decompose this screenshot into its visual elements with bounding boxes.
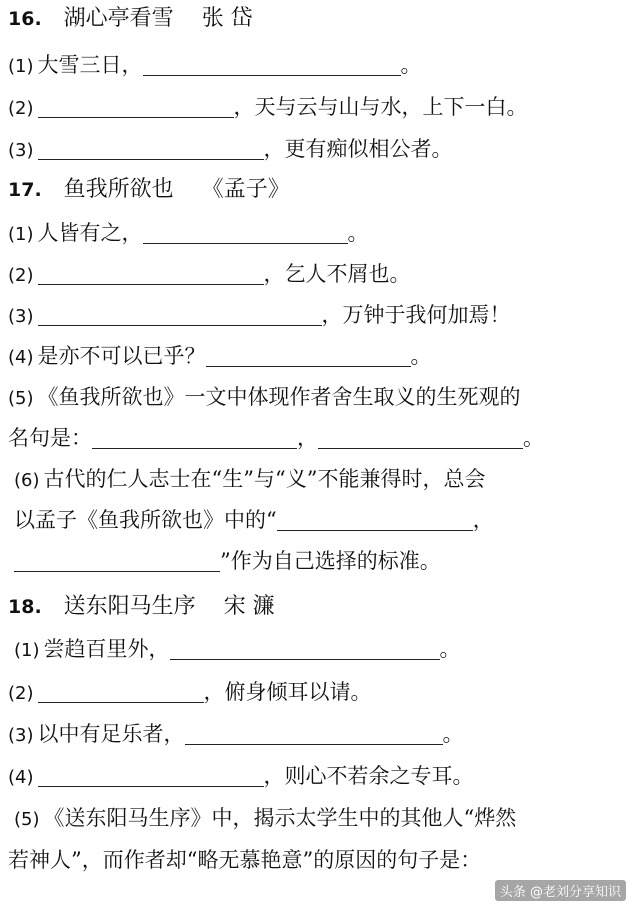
answer-blank[interactable] — [38, 303, 322, 326]
question-text: ，乞人不屑也。 — [263, 262, 411, 286]
question-label: (3) — [8, 306, 34, 327]
question-text: 。 — [442, 722, 464, 746]
question-text: 。 — [439, 637, 461, 661]
section-number: 16. — [8, 8, 42, 30]
answer-blank[interactable] — [38, 137, 264, 160]
question-text: ，万钟于我何加焉！ — [321, 303, 511, 327]
question-label: (4) — [8, 767, 34, 788]
section-author: 《孟子》 — [201, 177, 290, 202]
section-author: 张 岱 — [201, 6, 253, 31]
question-text: ，俯身倾耳以请。 — [203, 680, 372, 704]
question-17-6-line2 — [14, 505, 634, 535]
question-text: 若神人”，而作者却“略无慕艳意”的原因的句子是： — [8, 848, 482, 872]
section-title: 送东阳马生序 — [63, 594, 196, 619]
answer-blank[interactable] — [185, 722, 443, 745]
question-text: 《鱼我所欲也》一文中体现作者舍生取义的生死观的 — [37, 385, 521, 409]
question-17-4 — [8, 341, 634, 373]
question-17-5-line1 — [8, 382, 634, 414]
answer-blank[interactable] — [14, 549, 220, 572]
question-text: 古代的仁人志士在“生”与“义”不能兼得时，总会 — [43, 467, 486, 491]
question-text: ，更有痴似相公者。 — [263, 137, 453, 161]
section-author: 宋 濂 — [223, 594, 275, 619]
answer-blank[interactable] — [38, 764, 264, 787]
answer-blank[interactable] — [143, 221, 348, 244]
question-label: (1) — [8, 224, 34, 245]
question-text: ”作为自己选择的标准。 — [220, 549, 441, 573]
question-18-5-line1 — [14, 803, 634, 835]
question-text: ，则心不若余之专耳。 — [263, 764, 474, 788]
answer-blank[interactable] — [318, 426, 523, 449]
question-17-2 — [8, 259, 634, 291]
question-label: (2) — [8, 683, 34, 704]
question-text: 以中有足乐者， — [37, 722, 185, 746]
section-title: 湖心亭看雪 — [63, 6, 174, 31]
answer-blank[interactable] — [170, 637, 440, 660]
question-text: 大雪三日， — [37, 53, 143, 77]
question-label: (1) — [14, 640, 40, 661]
question-label: (5) — [14, 809, 40, 830]
question-text: 以孟子《鱼我所欲也》中的“ — [14, 508, 277, 532]
question-text: ， — [472, 508, 494, 532]
question-18-4 — [8, 761, 634, 793]
section-title: 鱼我所欲也 — [63, 177, 174, 202]
answer-blank[interactable] — [206, 344, 411, 367]
question-text: ，天与云与山与水，上下一白。 — [233, 95, 528, 119]
question-16-1 — [8, 50, 634, 82]
question-text: 。 — [400, 53, 422, 77]
question-17-5-line2 — [8, 423, 634, 453]
question-text: 《送东阳马生序》中，揭示太学生中的其他人“烨然 — [43, 806, 517, 830]
section-number: 18. — [8, 596, 42, 618]
question-label: (3) — [8, 140, 34, 161]
question-text: 。 — [410, 344, 432, 368]
question-17-1 — [8, 218, 634, 250]
section-16-heading — [8, 4, 634, 34]
section-18-heading — [8, 592, 634, 622]
question-label: (3) — [8, 725, 34, 746]
question-label: (6) — [14, 470, 40, 491]
question-17-3 — [8, 300, 634, 332]
question-17-6-line3 — [14, 546, 634, 576]
answer-blank[interactable] — [38, 95, 234, 118]
question-text: 。 — [523, 426, 544, 450]
watermark: 头条 @老刘分享知识 — [495, 880, 626, 901]
question-text: 是亦不可以已乎？ — [37, 344, 206, 368]
answer-blank[interactable] — [38, 680, 204, 703]
question-text: 人皆有之， — [37, 221, 143, 245]
question-18-1 — [14, 634, 634, 666]
question-17-6-line1 — [14, 464, 634, 496]
answer-blank[interactable] — [92, 426, 297, 449]
question-label: (5) — [8, 388, 34, 409]
answer-blank[interactable] — [277, 508, 473, 531]
question-18-2 — [8, 677, 634, 709]
question-text: 名句是： — [8, 426, 92, 450]
section-17-heading — [8, 175, 634, 205]
question-18-3 — [8, 719, 634, 751]
question-label: (2) — [8, 265, 34, 286]
section-number: 17. — [8, 179, 42, 201]
answer-blank[interactable] — [143, 53, 401, 76]
question-label: (1) — [8, 56, 34, 77]
question-label: (4) — [8, 347, 34, 368]
answer-blank[interactable] — [38, 262, 264, 285]
question-text: 。 — [347, 221, 369, 245]
question-18-5-line2 — [8, 845, 634, 875]
question-label: (2) — [8, 98, 34, 119]
question-16-3 — [8, 134, 634, 166]
question-16-2 — [8, 92, 634, 124]
question-text: ， — [297, 426, 318, 450]
question-text: 尝趋百里外， — [43, 637, 170, 661]
